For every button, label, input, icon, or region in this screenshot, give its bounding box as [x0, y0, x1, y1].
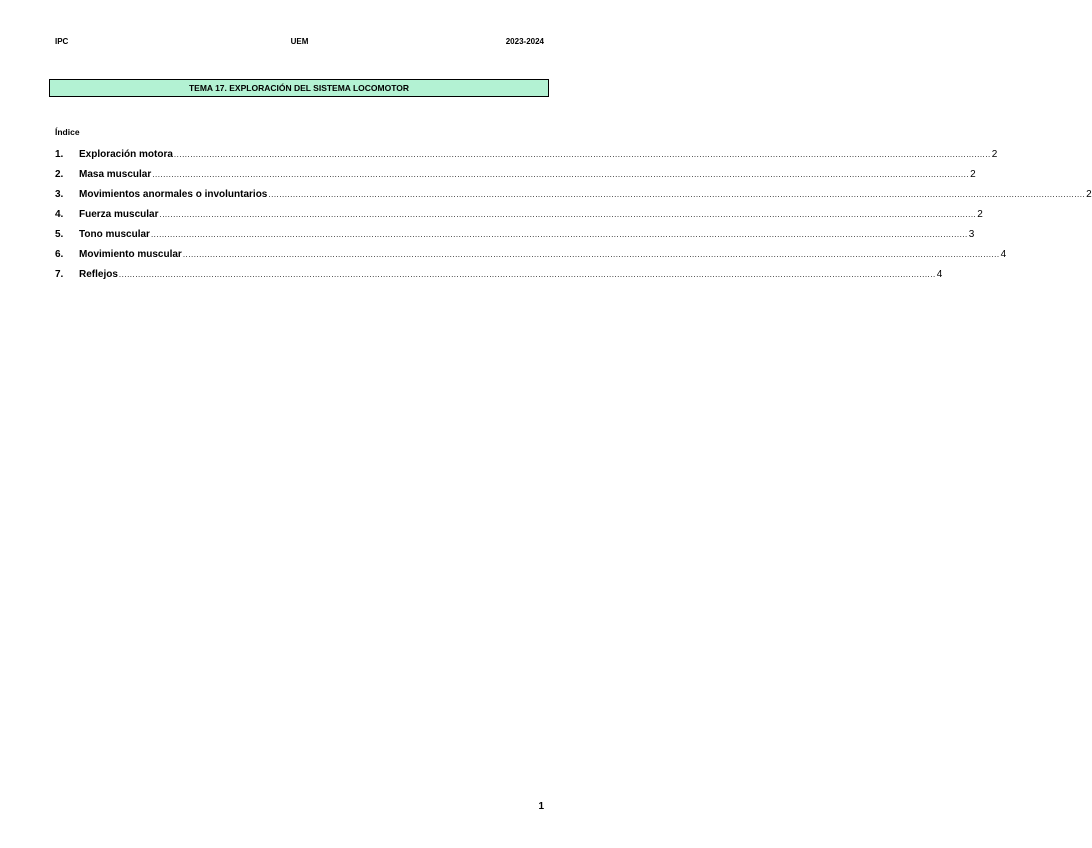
header-center: UEM [290, 37, 309, 46]
toc-label[interactable]: Movimiento muscular [79, 249, 182, 260]
toc-leader-dots: ............................................................................................................................................................................................................................................................................................................ [268, 190, 1086, 199]
document-title-box [49, 79, 549, 97]
toc-entry[interactable] [55, 209, 983, 229]
toc-entry[interactable] [55, 249, 1007, 269]
toc-page: 3 [968, 229, 975, 240]
table-of-contents [55, 149, 1092, 289]
toc-page: 2 [977, 209, 983, 220]
toc-label[interactable]: Exploración motora [79, 149, 173, 160]
toc-page: 4 [936, 269, 943, 280]
index-heading: Índice [55, 127, 80, 137]
toc-number: 1. [55, 149, 64, 160]
toc-page: 2 [1086, 189, 1092, 200]
toc-number: 7. [55, 269, 64, 280]
header-right: 2023-2024 [505, 37, 544, 46]
toc-label[interactable]: Fuerza muscular [79, 209, 159, 220]
toc-entry[interactable] [55, 229, 975, 249]
toc-label[interactable]: Tono muscular [79, 229, 150, 240]
toc-number: 4. [55, 209, 64, 220]
page-header [55, 37, 544, 49]
toc-number: 6. [55, 249, 64, 260]
toc-leader-dots: ............................................................................................................................................................................................................................................................................................................ [173, 150, 991, 159]
toc-entry[interactable] [55, 189, 1092, 209]
toc-number: 2. [55, 169, 64, 180]
toc-page: 2 [970, 169, 976, 180]
toc-leader-dots: ............................................................................................................................................................................................................................................................................................................ [150, 230, 968, 239]
toc-page: 2 [991, 149, 998, 160]
toc-entry[interactable] [55, 149, 998, 169]
toc-label[interactable]: Movimientos anormales o involuntarios [79, 189, 268, 200]
toc-entry[interactable] [55, 269, 943, 289]
toc-leader-dots: ............................................................................................................................................................................................................................................................................................................ [182, 250, 1000, 259]
toc-leader-dots: ............................................................................................................................................................................................................................................................................................................ [118, 270, 936, 279]
toc-number: 5. [55, 229, 64, 240]
toc-page: 4 [1000, 249, 1007, 260]
toc-entry[interactable] [55, 169, 976, 189]
page-number: 1 [538, 801, 544, 812]
toc-leader-dots: ............................................................................................................................................................................................................................................................................................................ [159, 210, 977, 219]
toc-label[interactable]: Masa muscular [79, 169, 152, 180]
toc-label[interactable]: Reflejos [79, 269, 118, 280]
header-left: IPC [55, 37, 69, 46]
toc-number: 3. [55, 189, 64, 200]
toc-leader-dots: ............................................................................................................................................................................................................................................................................................................ [152, 170, 970, 179]
document-title: TEMA 17. EXPLORACIÓN DEL SISTEMA LOCOMOTOR [188, 83, 410, 93]
